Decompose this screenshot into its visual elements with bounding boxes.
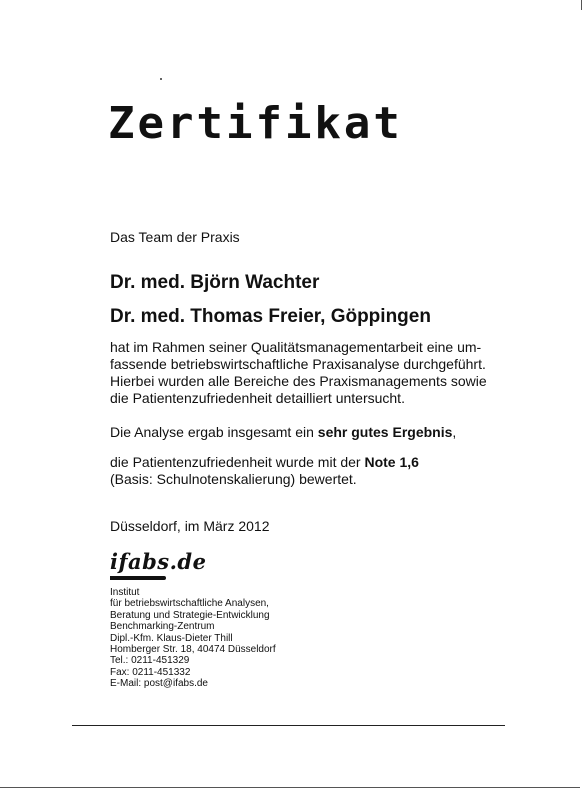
footer-rule bbox=[72, 725, 505, 726]
paragraph-line: hat im Rahmen seiner Qualitätsmanagementarbeit eine um- bbox=[110, 339, 482, 355]
contact-line: Homberger Str. 18, 40474 Düsseldorf bbox=[110, 644, 276, 656]
bottom-scan-line bbox=[0, 787, 580, 788]
contact-line: Institut bbox=[110, 587, 140, 598]
grade-line-1 bbox=[110, 454, 419, 471]
contact-line: Beratung und Strategie-Entwicklung bbox=[110, 609, 270, 621]
grade-prefix: die Patientenzufriedenheit wurde mit der bbox=[110, 454, 365, 470]
certificate-title: Zertifikat bbox=[108, 98, 403, 149]
contact-line: Tel.: 0211-451329 bbox=[110, 655, 190, 667]
logo-underline bbox=[110, 576, 166, 580]
grade-line-2: (Basis: Schulnotenskalierung) bewertet. bbox=[110, 471, 357, 487]
paragraph-line: die Patientenzufriedenheit detailliert untersucht. bbox=[110, 390, 405, 406]
grade-sentence bbox=[110, 454, 419, 488]
intro-text: Das Team der Praxis bbox=[110, 229, 240, 245]
contact-line: Dipl.-Kfm. Klaus-Dieter Thill bbox=[110, 632, 233, 644]
result-prefix: Die Analyse ergab insgesamt ein bbox=[110, 424, 318, 440]
result-emphasis: sehr gutes Ergebnis bbox=[317, 424, 453, 440]
contact-line: Fax: 0211-451332 bbox=[110, 666, 191, 678]
recipient-name-1: Dr. med. Björn Wachter bbox=[110, 272, 320, 293]
contact-line: E-Mail: post@ifabs.de bbox=[110, 678, 208, 690]
scan-speck bbox=[160, 78, 162, 80]
paragraph-line: Hierbei wurden alle Bereiche des Praxismanagements sowie bbox=[110, 373, 487, 389]
description-paragraph bbox=[110, 339, 510, 407]
result-sentence bbox=[110, 424, 456, 440]
contact-line: für betriebswirtschaftliche Analysen, bbox=[110, 598, 269, 610]
recipient-name-2: Dr. med. Thomas Freier, Göppingen bbox=[110, 306, 431, 327]
paragraph-line: fassende betriebswirtschaftliche Praxisanalyse durchgeführt. bbox=[110, 356, 486, 372]
date-location: Düsseldorf, im März 2012 bbox=[110, 518, 270, 534]
ifabs-logo bbox=[110, 550, 206, 580]
logo-text: ifabs.de bbox=[110, 549, 207, 574]
institute-contact-block bbox=[110, 587, 276, 690]
result-suffix: , bbox=[452, 424, 457, 440]
grade-emphasis: Note 1,6 bbox=[364, 454, 419, 470]
contact-line: Benchmarking-Zentrum bbox=[110, 621, 215, 633]
